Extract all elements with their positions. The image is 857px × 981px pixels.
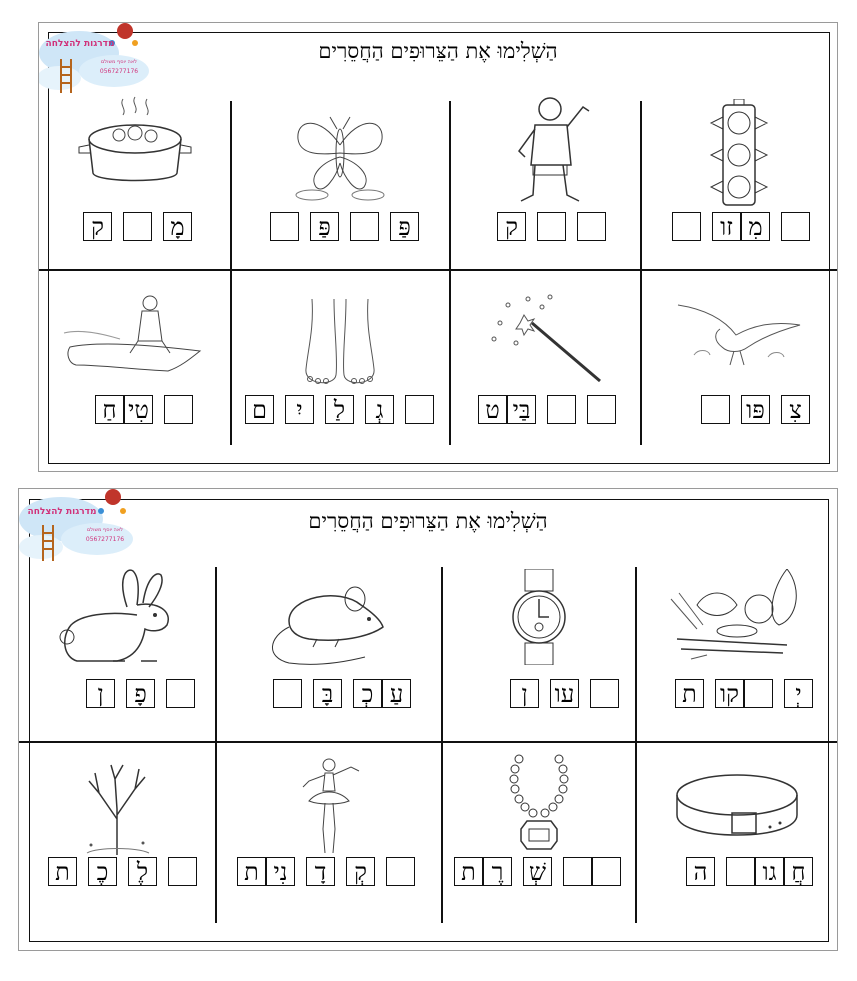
letter-box[interactable]: [273, 679, 302, 708]
letter-box[interactable]: ק: [83, 212, 112, 241]
letter-box[interactable]: פַּ: [390, 212, 419, 241]
cell-rabbit: [19, 565, 215, 741]
letter-box[interactable]: ת: [48, 857, 77, 886]
ballerina-icon: [289, 757, 369, 857]
cell-pot: [39, 95, 230, 269]
flying-carpet-icon: [60, 293, 210, 379]
letter-box[interactable]: [726, 857, 755, 886]
letter-box[interactable]: כֶ: [88, 857, 117, 886]
letter-box[interactable]: [547, 395, 576, 424]
logo-phone: 0567277176: [85, 536, 125, 543]
letter-box[interactable]: מִ: [741, 212, 770, 241]
letter-box[interactable]: פּו: [741, 395, 770, 424]
letter-box[interactable]: מָ: [163, 212, 192, 241]
tree-icon: [77, 759, 157, 855]
cell-man: [450, 95, 640, 269]
vegetables-icon: [667, 569, 807, 661]
letter-box[interactable]: [270, 212, 299, 241]
letter-box[interactable]: חֲ: [784, 857, 813, 886]
letter-box[interactable]: בַּי: [507, 395, 536, 424]
logo-subtitle: לאה יוסף משולם: [86, 527, 123, 533]
letter-box[interactable]: פָ: [126, 679, 155, 708]
letter-box[interactable]: [781, 212, 810, 241]
cell-necklace: [442, 743, 635, 923]
letter-box[interactable]: ן: [510, 679, 539, 708]
letter-box[interactable]: דָ: [306, 857, 335, 886]
letter-box[interactable]: [405, 395, 434, 424]
letter-box[interactable]: ת: [237, 857, 266, 886]
letter-box[interactable]: [672, 212, 701, 241]
logo-phone: 0567277176: [99, 68, 139, 75]
letter-box[interactable]: לַ: [325, 395, 354, 424]
traffic-light-icon: [709, 99, 769, 209]
letter-box[interactable]: יִ: [285, 395, 314, 424]
letter-box[interactable]: קְ: [346, 857, 375, 886]
letter-box[interactable]: לֶ: [128, 857, 157, 886]
worksheet-title: הַשְׁלִימוּ אֶת הַצֵּרוּפִים הַחֲסֵרִים: [308, 509, 548, 533]
worksheet-1: [38, 22, 838, 472]
logo-name: מדרגות להצלחה: [45, 39, 115, 49]
cell-belt: [636, 743, 837, 923]
letter-box[interactable]: ק: [497, 212, 526, 241]
cell-vegetables: [636, 565, 837, 741]
letter-box[interactable]: [386, 857, 415, 886]
cell-magic-wand: [450, 271, 640, 445]
feet-icon: [300, 299, 380, 391]
letter-box[interactable]: ה: [686, 857, 715, 886]
worksheet-2: [18, 488, 838, 951]
letter-box[interactable]: [590, 679, 619, 708]
cell-wristwatch: [442, 565, 635, 741]
letter-box[interactable]: רֶ: [483, 857, 512, 886]
letter-box[interactable]: [164, 395, 193, 424]
letter-box[interactable]: פַּ: [310, 212, 339, 241]
letter-box[interactable]: [350, 212, 379, 241]
letter-box[interactable]: בָּ: [313, 679, 342, 708]
rabbit-icon: [57, 567, 177, 667]
letter-box[interactable]: [166, 679, 195, 708]
letter-box[interactable]: [577, 212, 606, 241]
letter-box[interactable]: ת: [675, 679, 704, 708]
letter-box[interactable]: כְ: [353, 679, 382, 708]
letter-box[interactable]: טִי: [124, 395, 153, 424]
logo-name: מדרגות להצלחה: [27, 507, 97, 517]
letter-box[interactable]: קו: [715, 679, 744, 708]
cell-seagull: [641, 271, 837, 445]
letter-box[interactable]: נִי: [266, 857, 295, 886]
letter-box[interactable]: ם: [245, 395, 274, 424]
cell-ballerina: [216, 743, 441, 923]
letter-box[interactable]: זו: [712, 212, 741, 241]
belt-icon: [672, 769, 802, 849]
seagull-icon: [674, 295, 804, 375]
cell-flying-carpet: [39, 271, 230, 445]
logo: [39, 23, 157, 93]
logo: [19, 489, 141, 561]
letter-box[interactable]: ט: [478, 395, 507, 424]
necklace-icon: [509, 751, 569, 851]
letter-box[interactable]: עַ: [382, 679, 411, 708]
worksheet-title: הַשְׁלִימוּ אֶת הַצֵּרוּפִים הַחֲסֵרִים: [318, 39, 558, 63]
cell-mouse: [216, 565, 441, 741]
letter-box[interactable]: ן: [86, 679, 115, 708]
letter-box[interactable]: [123, 212, 152, 241]
letter-box[interactable]: [587, 395, 616, 424]
cell-tree: [19, 743, 215, 923]
butterfly-icon: [290, 105, 390, 201]
letter-box[interactable]: [168, 857, 197, 886]
wristwatch-icon: [509, 569, 569, 665]
cell-traffic-light: [641, 95, 837, 269]
letter-box[interactable]: יְ: [784, 679, 813, 708]
letter-box[interactable]: [537, 212, 566, 241]
letter-box[interactable]: [701, 395, 730, 424]
man-waving-icon: [495, 95, 595, 213]
letter-box[interactable]: [592, 857, 621, 886]
letter-box[interactable]: עו: [550, 679, 579, 708]
letter-box[interactable]: ת: [454, 857, 483, 886]
pot-icon: [75, 95, 195, 191]
letter-box[interactable]: גו: [755, 857, 784, 886]
cell-feet: [231, 271, 449, 445]
letter-box[interactable]: צִ: [781, 395, 810, 424]
magic-wand-icon: [480, 293, 610, 385]
mouse-icon: [269, 577, 389, 667]
letter-box[interactable]: שְׁ: [523, 857, 552, 886]
letter-box[interactable]: [563, 857, 592, 886]
cell-butterfly: [231, 95, 449, 269]
letter-box[interactable]: גְ: [365, 395, 394, 424]
letter-box[interactable]: [744, 679, 773, 708]
logo-subtitle: לאה יוסף משולם: [100, 59, 137, 65]
letter-box[interactable]: חַ: [95, 395, 124, 424]
